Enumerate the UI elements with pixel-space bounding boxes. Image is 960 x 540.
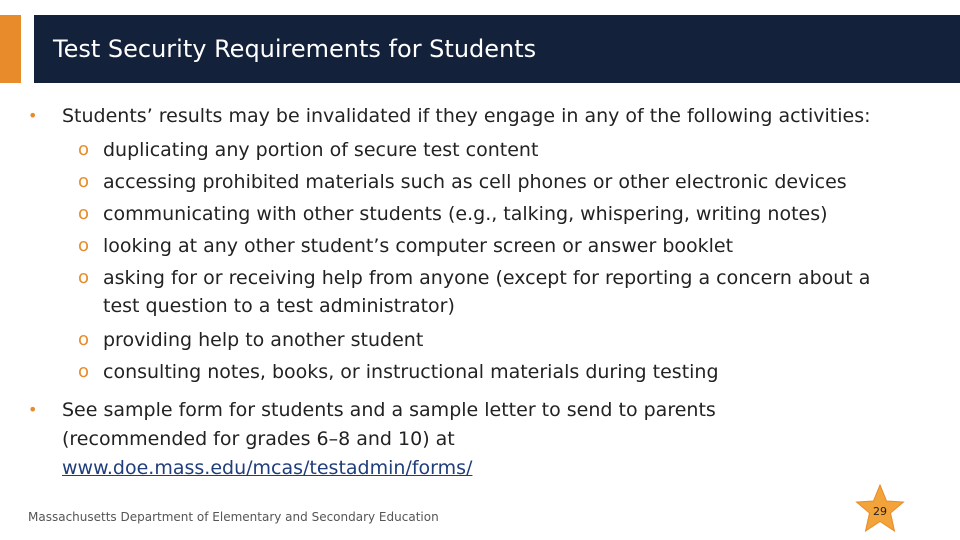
sub-marker: o — [78, 361, 90, 382]
sub-marker: o — [78, 235, 90, 256]
sub-marker: o — [78, 203, 90, 224]
sub-item-text: looking at any other student’s computer screen or answer booklet — [103, 235, 734, 257]
sub-marker: o — [78, 171, 90, 192]
bullet-1-text: Students’ results may be invalidated if they engage in any of the following activities: — [62, 105, 871, 127]
title-accent-bar — [0, 15, 21, 83]
sub-item-text: accessing prohibited materials such as cell phones or other electronic devices — [103, 171, 847, 193]
bullet-2-text: See sample form for students and a sample letter to send to parents — [62, 399, 716, 421]
page-number: 29 — [873, 505, 887, 518]
sub-item-text: communicating with other students (e.g., talking, whispering, writing notes) — [103, 203, 828, 225]
bullet-marker: • — [28, 400, 38, 419]
footer-organization: Massachusetts Department of Elementary and Secondary Education — [28, 510, 439, 524]
sub-marker: o — [78, 139, 90, 160]
sub-item-text: consulting notes, books, or instructional materials during testing — [103, 361, 719, 383]
sub-marker: o — [78, 267, 90, 288]
sub-item-text: duplicating any portion of secure test content — [103, 139, 539, 161]
bullet-marker: • — [28, 106, 38, 125]
sub-item-text: asking for or receiving help from anyone (except for reporting a concern about a — [103, 267, 871, 289]
bullet-2-text: (recommended for grades 6–8 and 10) at — [62, 428, 455, 450]
slide-title: Test Security Requirements for Students — [53, 35, 537, 63]
sub-item-text: providing help to another student — [103, 329, 424, 351]
sub-item-text: test question to a test administrator) — [103, 295, 455, 317]
forms-link[interactable]: www.doe.mass.edu/mcas/testadmin/forms/ — [62, 457, 473, 479]
sub-marker: o — [78, 329, 90, 350]
